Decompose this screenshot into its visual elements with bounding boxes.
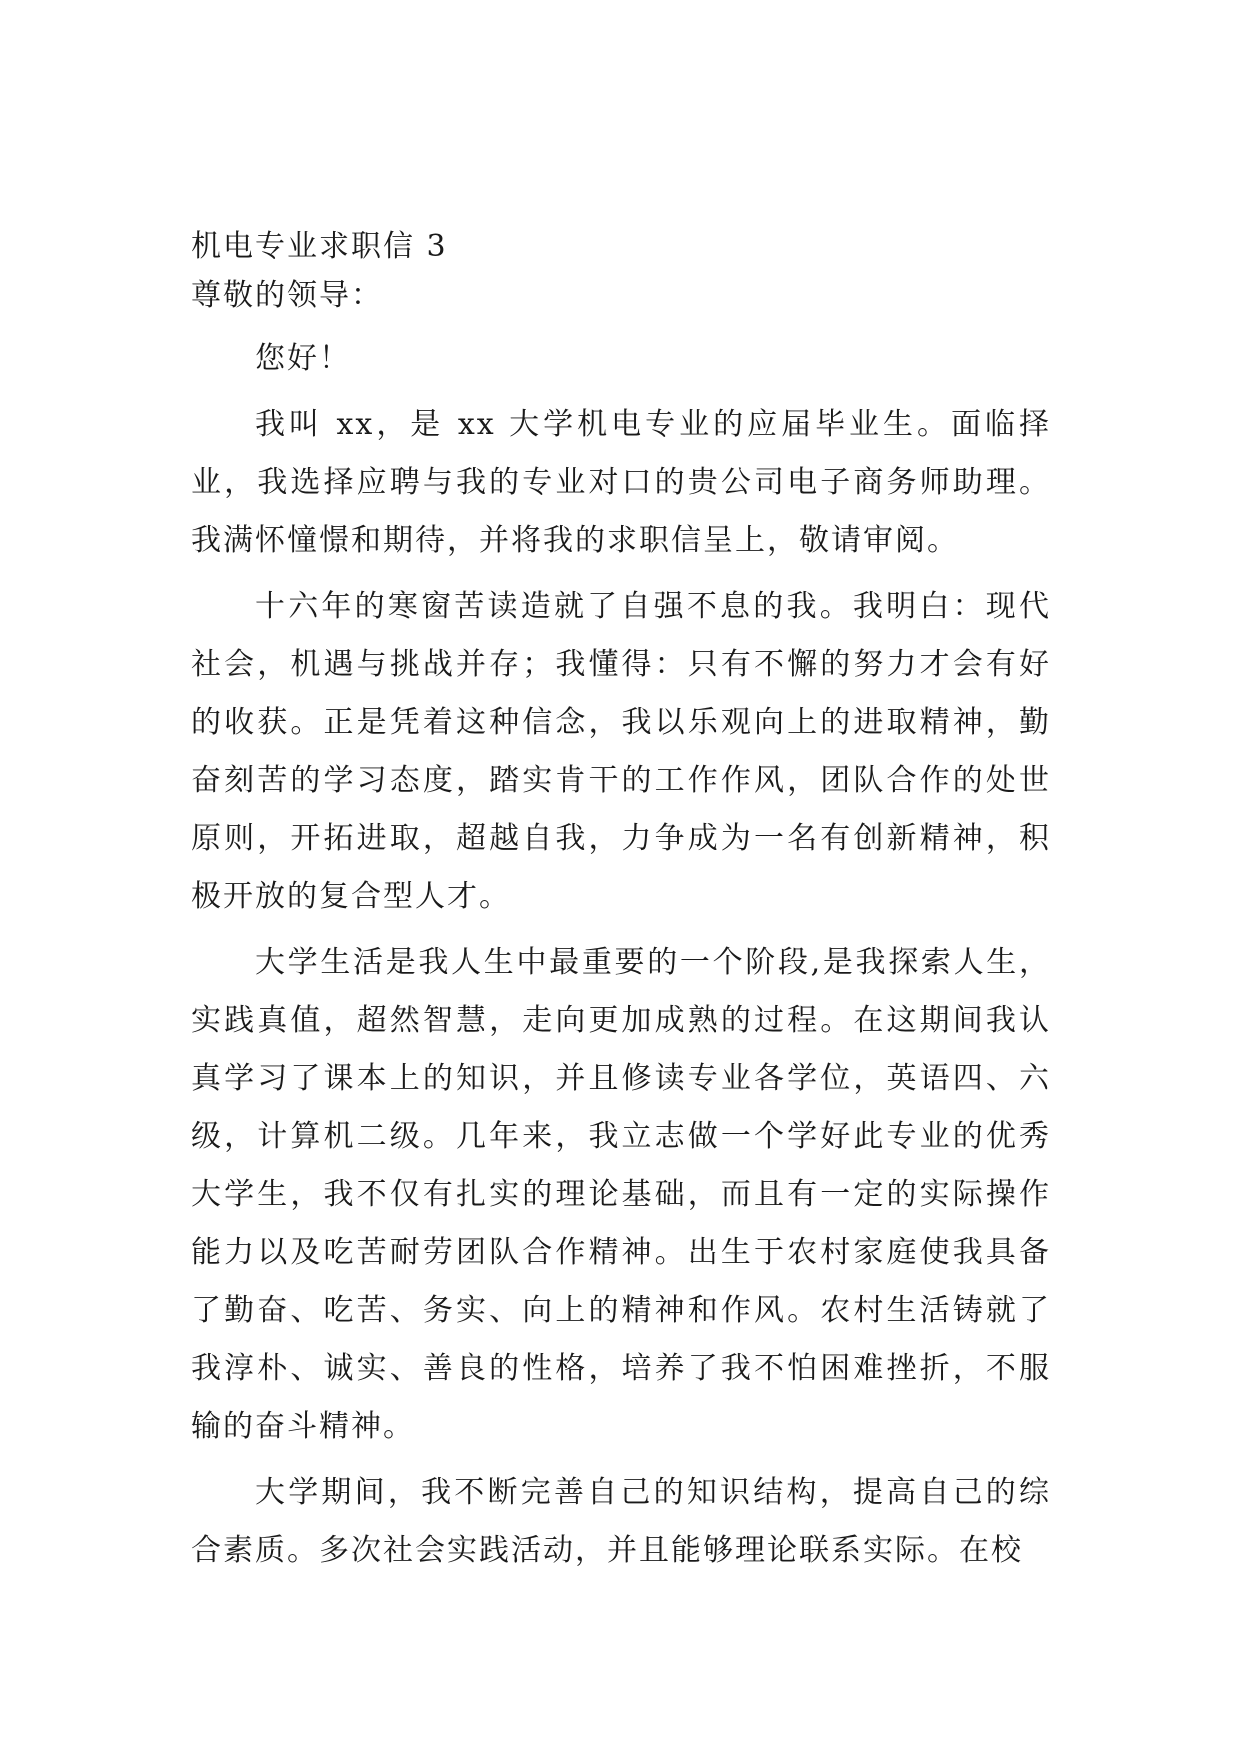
intro-paragraph: 我叫 xx，是 xx 大学机电专业的应届毕业生。面临择业，我选择应聘与我的专业对口的贵公司电子商务师助理。我满怀憧憬和期待，并将我的求职信呈上，敬请审阅。 bbox=[191, 407, 1051, 558]
university-period-paragraph: 大学期间，我不断完善自己的知识结构，提高自己的综合素质。多次社会实践活动，并且能够理论联系实际。在校 bbox=[191, 1475, 1051, 1568]
salutation: 尊敬的领导： bbox=[191, 278, 383, 313]
greeting-paragraph: 您好！ bbox=[255, 341, 351, 376]
letter-body bbox=[191, 222, 1051, 1588]
document-title: 机电专业求职信 3 bbox=[191, 229, 448, 264]
character-paragraph: 十六年的寒窗苦读造就了自强不息的我。我明白：现代社会，机遇与挑战并存；我懂得：只有不懈的努力才会有好的收获。正是凭着这种信念，我以乐观向上的进取精神，勤奋刻苦的学习态度，踏实肯干的工作作风，团队合作的处世原则，开拓进取，超越自我，力争成为一名有创新精神，积极开放的复合型人才。 bbox=[191, 589, 1051, 914]
university-life-paragraph: 大学生活是我人生中最重要的一个阶段,是我探索人生，实践真值，超然智慧，走向更加成熟的过程。在这期间我认真学习了课本上的知识，并且修读专业各学位，英语四、六级，计算机二级。几年来，我立志做一个学好此专业的优秀大学生，我不仅有扎实的理论基础，而且有一定的实际操作能力以及吃苦耐劳团队合作精神。出生于农村家庭使我具备了勤奋、吃苦、务实、向上的精神和作风。农村生活铸就了我淳朴、诚实、善良的性格，培养了我不怕困难挫折，不服输的奋斗精神。 bbox=[191, 945, 1051, 1444]
